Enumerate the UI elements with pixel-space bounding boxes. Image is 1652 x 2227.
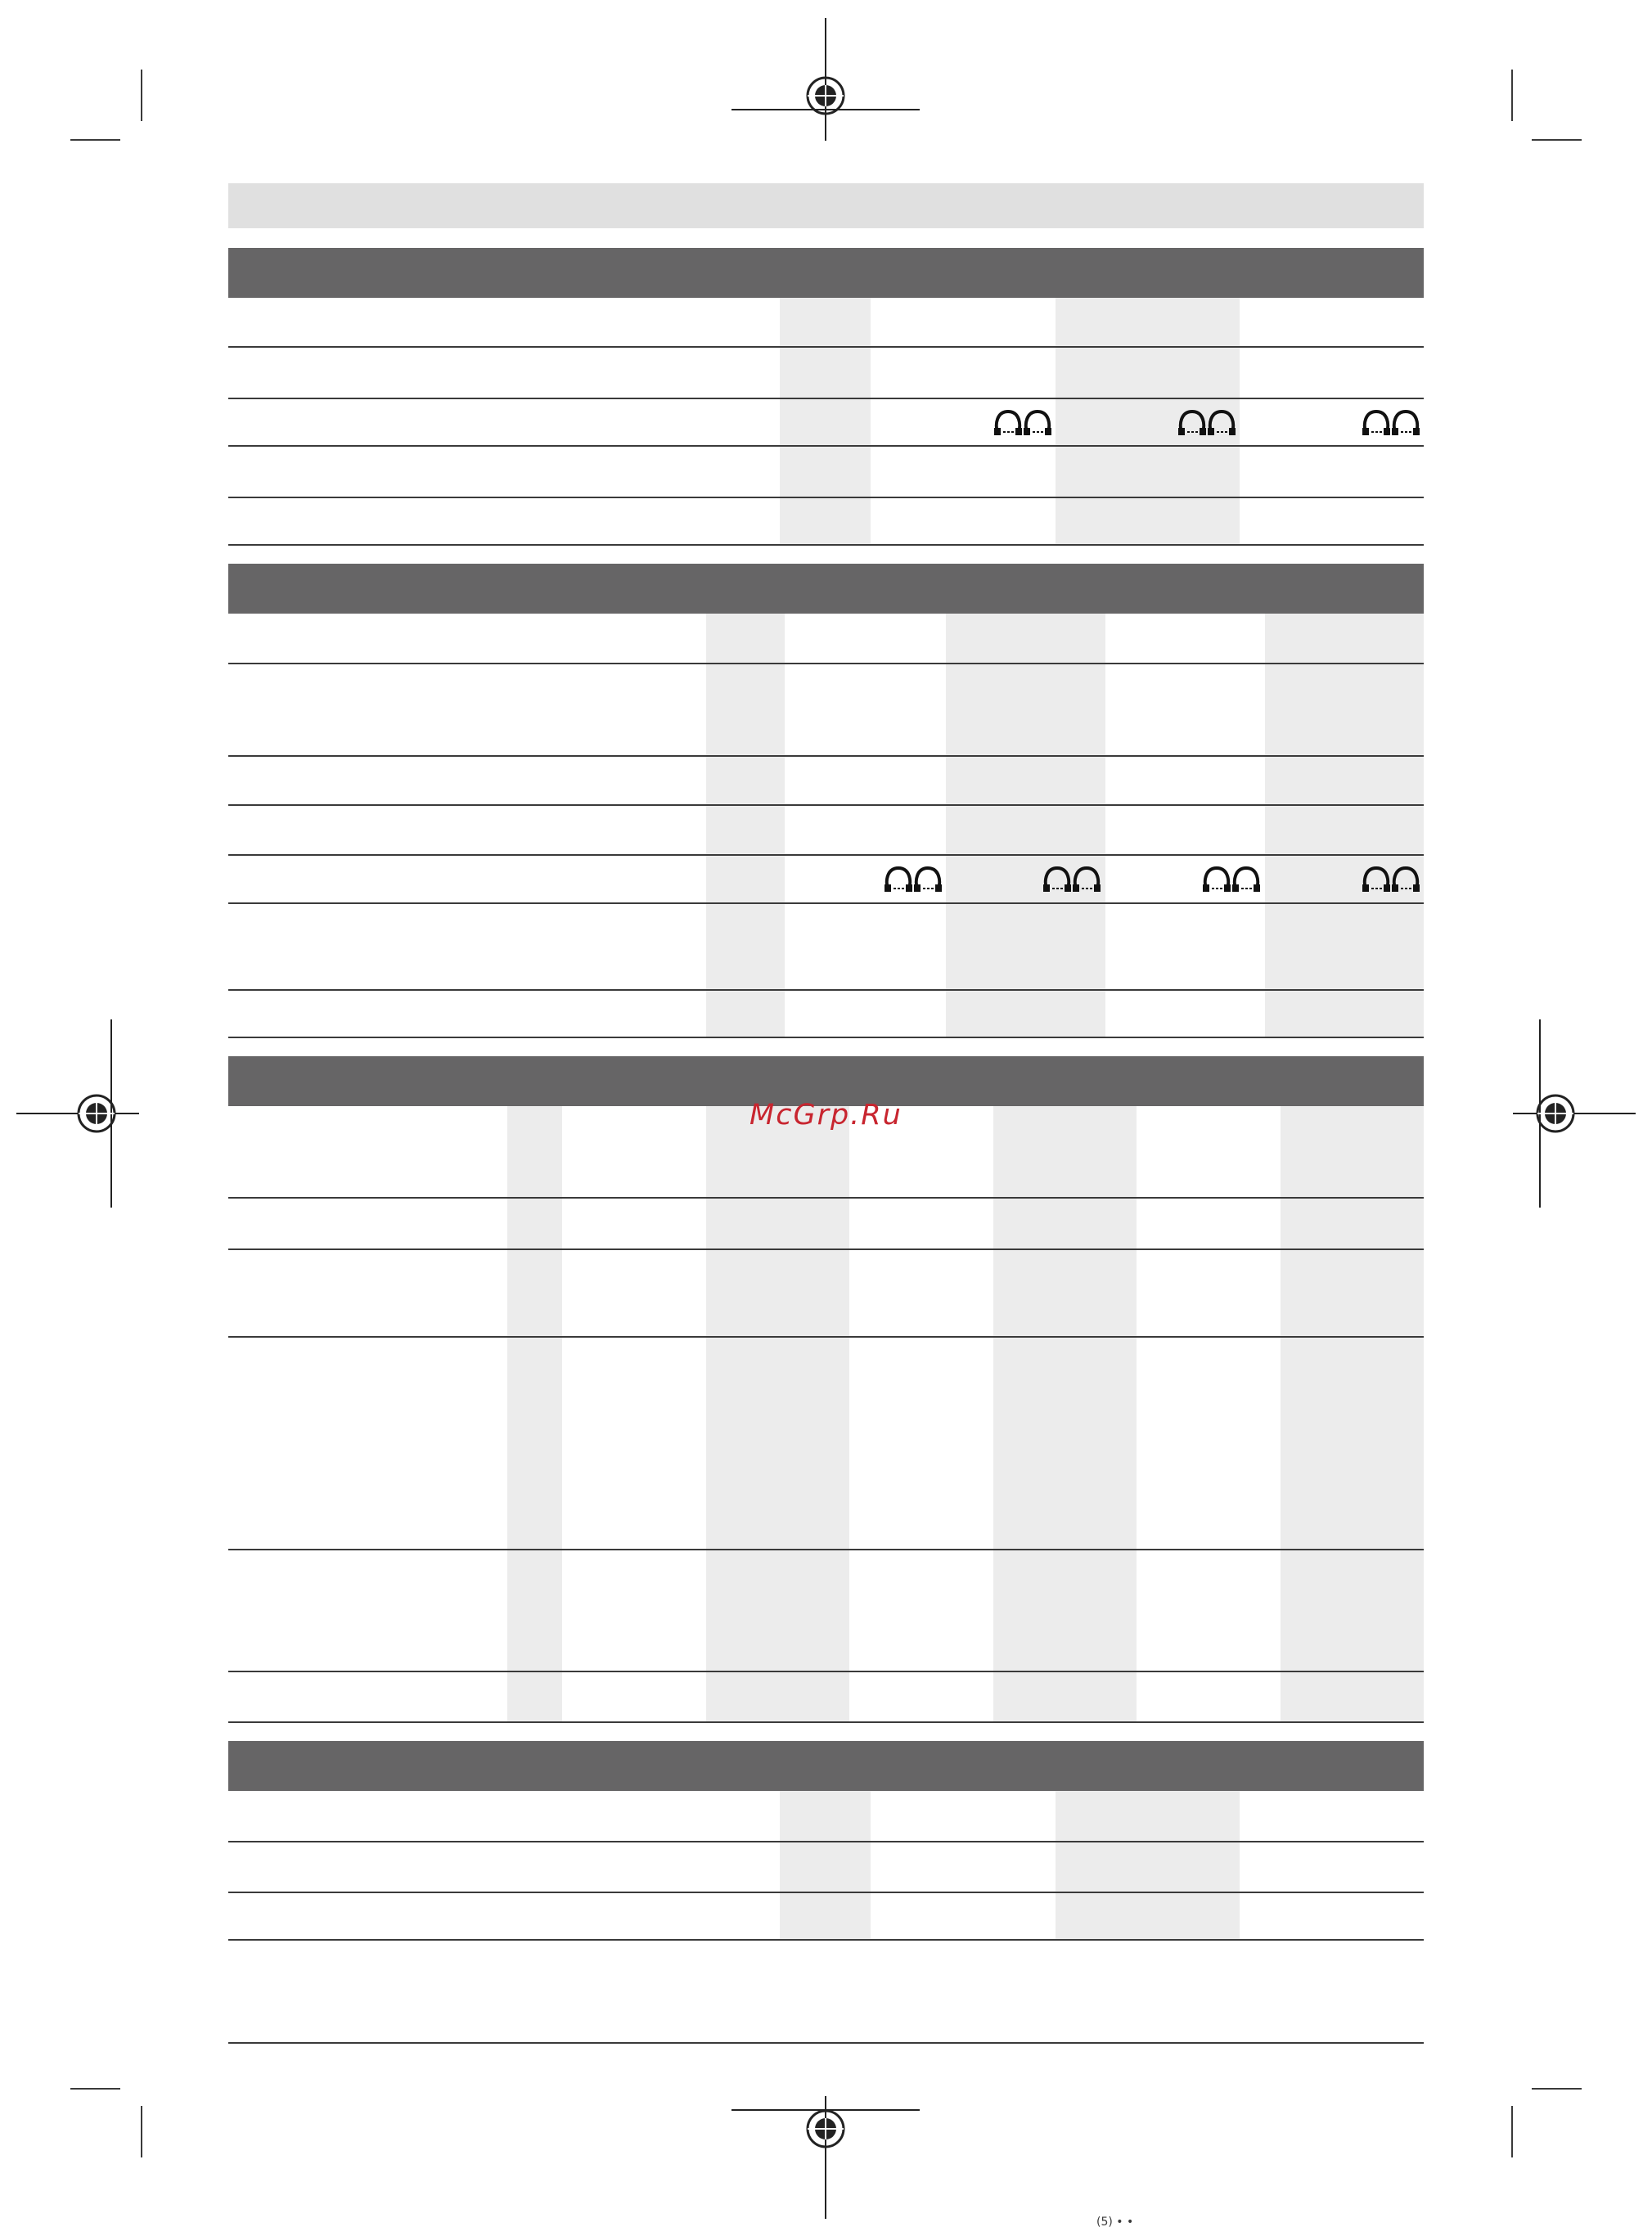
section-4-bottom-rule — [228, 2042, 1424, 2044]
section-2-shaded-column — [946, 614, 1105, 1037]
section-3-row-rule — [228, 1549, 1424, 1550]
section-2-row-rule — [228, 854, 1424, 856]
section-1-header — [228, 248, 1424, 298]
section-1-row-rule — [228, 544, 1424, 546]
section-3-row-rule — [228, 1721, 1424, 1723]
registration-mark-icon-right — [1513, 1019, 1636, 1208]
section-3-row-rule — [228, 1248, 1424, 1250]
section-2-row-rule — [228, 902, 1424, 904]
hearing-protection-icon — [1202, 863, 1263, 894]
section-2-row-rule — [228, 1037, 1424, 1038]
section-2-row-rule — [228, 989, 1424, 991]
page-header-band — [228, 183, 1424, 228]
section-2-header — [228, 564, 1424, 614]
hearing-protection-icon — [1177, 407, 1238, 438]
registration-mark-icon-top — [731, 18, 920, 141]
hearing-protection-icon — [1362, 407, 1422, 438]
crop-mark-top-right-vertical — [1511, 70, 1513, 121]
crop-mark-bottom-left-vertical — [141, 2106, 142, 2157]
registration-mark-icon-left — [16, 1019, 139, 1208]
crop-mark-top-left-vertical — [141, 70, 142, 121]
crop-mark-bottom-left-horizontal — [70, 2088, 120, 2090]
section-4-shaded-column — [1056, 1791, 1240, 1940]
crop-mark-bottom-right-vertical — [1511, 2106, 1513, 2157]
section-3-row-rule — [228, 1197, 1424, 1199]
section-2-shaded-column — [706, 614, 785, 1037]
crop-mark-bottom-right-horizontal — [1532, 2088, 1582, 2090]
crop-mark-top-right-horizontal — [1532, 139, 1582, 141]
section-4-header — [228, 1741, 1424, 1791]
hearing-protection-icon — [993, 407, 1054, 438]
footer-cropped-text: (5) • • — [1096, 2216, 1134, 2227]
registration-mark-icon-bottom — [731, 2096, 920, 2219]
section-3-row-rule — [228, 1671, 1424, 1672]
section-4-row-rule — [228, 1939, 1424, 1941]
hearing-protection-icon — [1362, 863, 1422, 894]
hearing-protection-icon — [1042, 863, 1103, 894]
section-3-row-rule — [228, 1336, 1424, 1338]
section-1-row-rule — [228, 497, 1424, 498]
section-4-shaded-column — [780, 1791, 871, 1940]
section-1-shaded-column — [780, 298, 871, 545]
section-1-row-rule — [228, 346, 1424, 348]
watermark: McGrp.Ru — [749, 1099, 903, 1131]
section-4-row-rule — [228, 1892, 1424, 1893]
section-2-shaded-column — [1265, 614, 1424, 1037]
section-2-row-rule — [228, 755, 1424, 757]
section-4-row-rule — [228, 1841, 1424, 1842]
crop-mark-top-left-horizontal — [70, 139, 120, 141]
section-2-row-rule — [228, 804, 1424, 806]
section-1-row-rule — [228, 398, 1424, 399]
hearing-protection-icon — [884, 863, 944, 894]
section-2-row-rule — [228, 663, 1424, 664]
section-1-row-rule — [228, 445, 1424, 447]
